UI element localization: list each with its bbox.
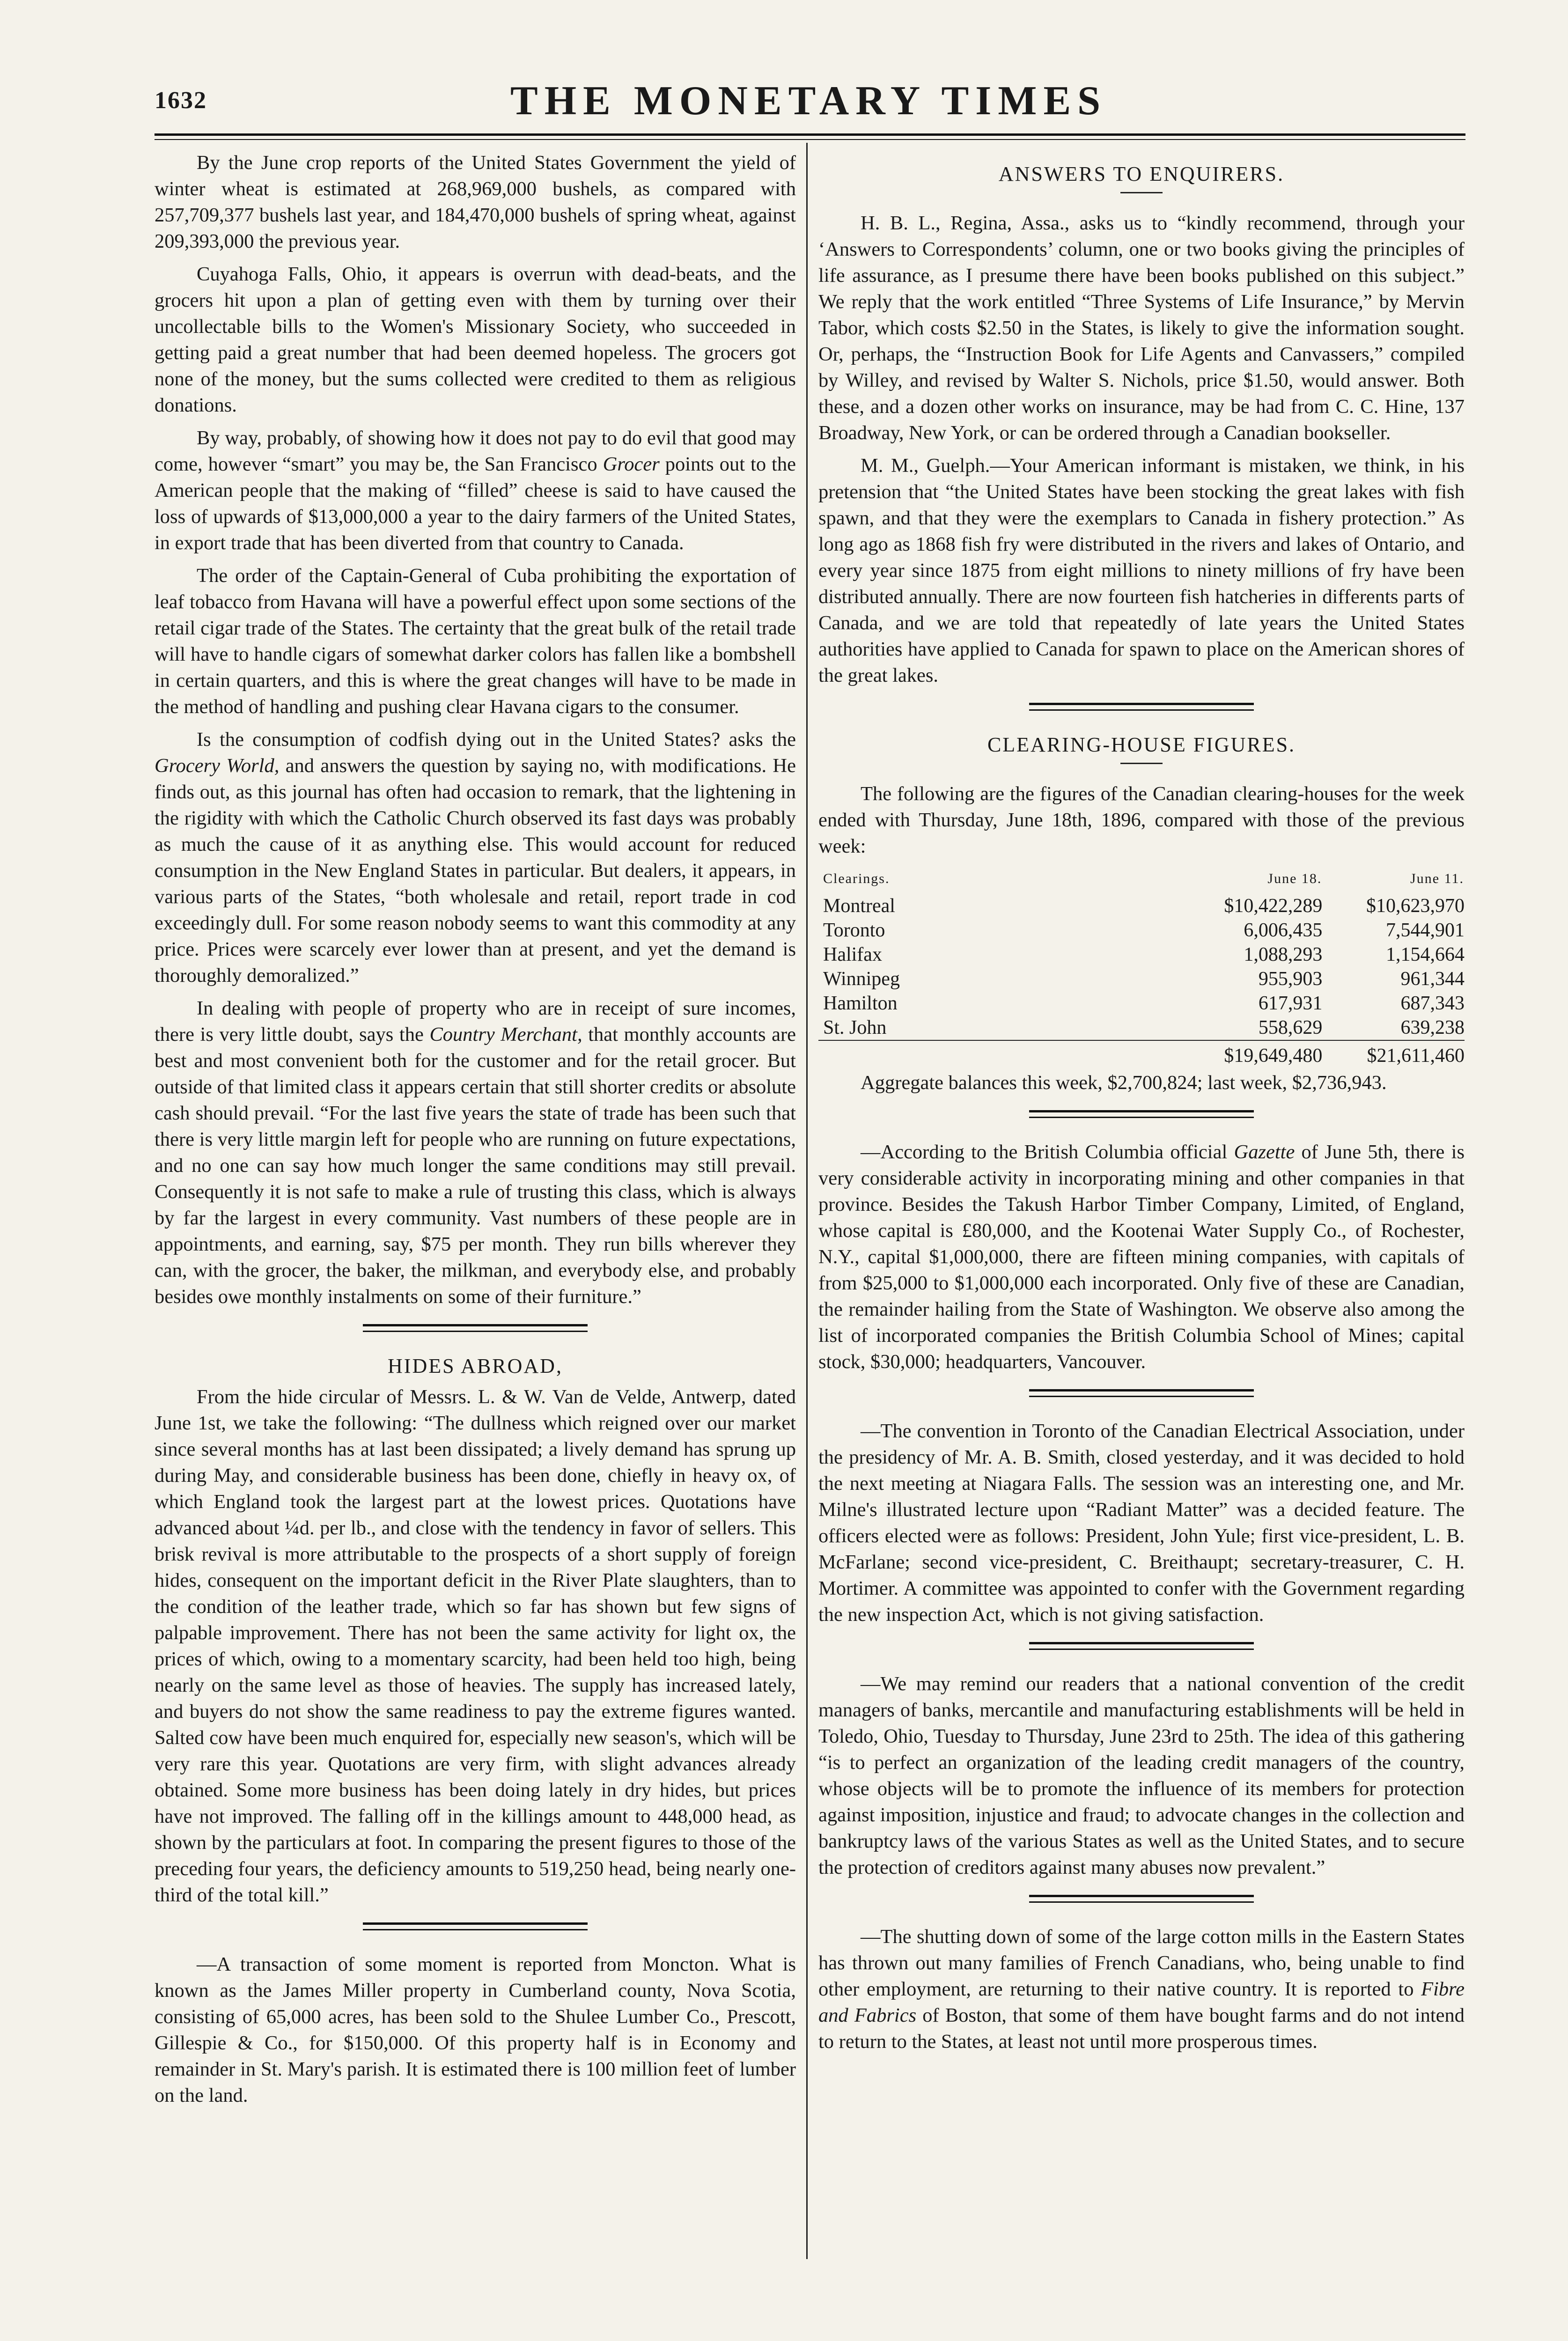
credit-managers-paragraph: —We may remind our readers that a national convention of the credit managers of banks, mercantile and manufacturing establishments will be held in Toledo, Ohio, Tuesday to Thursday, June 23rd to 25th. The idea of this gathering “is to perfect an organization of the leading credit managers of the country, whose objects will be to promote the influence of its members for protection against imposition, injustice and fraud; to advocate changes in the collection and bankruptcy laws of the various States as well as the United States, and to secure the protection of creditors against many abuses now prevalent.” (818, 1673, 1465, 1878)
june-18-column-header: June 18. (1267, 871, 1322, 886)
masthead (155, 77, 1465, 133)
cuyahoga-paragraph: Cuyahoga Falls, Ohio, it appears is overrun with dead-beats, and the grocers hit upon a plan of getting even with them by turning over their uncollectable bills to the Women's Missionary Society, who succeeded in getting paid a great number that had been deemed hopeless. The grocers got none of the money, but the sums collected were credited to them as religious donations. (155, 263, 796, 416)
heading-rule (1120, 763, 1163, 764)
section-divider (1029, 1892, 1254, 1905)
section-divider (1029, 1386, 1254, 1399)
table-total-row: $19,649,480 $21,611,460 (818, 1040, 1465, 1068)
june-11-column-header: June 11. (1410, 871, 1464, 886)
hides-abroad-text: From the hide circular of Messrs. L. & W. Van de Velde, Antwerp, dated June 1st, we take the following: “The dullness which reigned over our market since several months has at last been dissipated; a lively demand has sprung up during May, and considerable business has been done, chiefly in heavy ox, of which England took the largest part at the lowest prices. Quotations have advanced about ¼d. per lb., and close with the tendency in favor of sellers. This brisk revival is more attributable to the prospects of a short supply of foreign hides, consequent on the important deficit in the River Plate slaughters, than to the condition of the leather trade, which so far has shown but few signs of palpable improvement. There has not been the same activity for light ox, the prices of which, owing to a momentary scarcity, had been held too high, being nearly on the same level as those of heavies. The supply has increased lately, and buyers do not show the same readiness to pay the extreme figures wanted. Salted cow have been much enquired for, especially new season's, which will be very rare this year. Quotations are very firm, with slight advances already obtained. Some more business has been doing lately in dry hides, but prices have not improved. The falling off in the killings amount to 448,000 head, as shown by the particulars at foot. In comparing the present figures to those of the preceding four years, the deficiency amounts to 519,250 head, being nearly one-third of the total kill.” (155, 1386, 796, 1906)
cuba-tobacco-paragraph: The order of the Captain-General of Cuba prohibiting the exportation of leaf tobacco from Havana will have a powerful effect upon some sections of the retail cigar trade of the States. The certainty that the great bulk of the retail trade will have to handle cigars of somewhat darker colors has fallen like a bombshell in certain quarters, and this is where the great changes will have to be made in the method of handling and pushing clear Havana cigars to the consumer. (155, 565, 796, 718)
codfish-paragraph: Is the consumption of codfish dying out in the United States? asks the Grocery World, and answers the question by saying no, with modifications. He finds out, as this journal has often had occasion to remark, that the lightening in the rigidity with which the Catholic Church observed its fast days was probably as much the cause of it as anything else. This would account for reduced consumption in the New England States in particular. But dealers, it appears, in various parts of the States, “both wholesale and retail, report trade in cod exceedingly dull. For some reason nobody seems to want this commodity at any price. Prices were scarcely ever lower than at present, and yet the demand is thoroughly demoralized.” (155, 729, 796, 986)
column-divider (806, 143, 808, 2259)
left-column (155, 150, 796, 2115)
section-divider (1029, 1107, 1254, 1120)
hides-abroad-heading: HIDES ABROAD, (388, 1355, 563, 1377)
table-row: Winnipeg 955,903 961,344 (823, 968, 1465, 990)
answers-regina: H. B. L., Regina, Assa., asks us to “kindly recommend, through your ‘Answers to Correspondents’ column, one or two books giving the principles of life assurance, as I presume there have been books published on this subject.” We reply that the work entitled “Three Systems of Life Insurance,” by Mervin Tabor, which costs $2.50 in the States, is likely to give the information sought. Or, perhaps, the “Instruction Book for Life Agents and Canvassers,” compiled by Willey, and revised by Walter S. Nichols, price $1.50, would answer. Both these, and a dozen other works on insurance, may be had from C. C. Hine, 137 Broadway, New York, or can be ordered through a Canadian bookseller. (818, 212, 1465, 444)
heading-rule (1120, 192, 1163, 193)
section-divider (1029, 1639, 1254, 1652)
section-divider (1029, 700, 1254, 713)
masthead-rule-thin (155, 139, 1465, 140)
section-divider (363, 1321, 588, 1334)
section-divider (363, 1920, 588, 1933)
masthead-rule (155, 133, 1465, 136)
newspaper-title: THE MONETARY TIMES (510, 78, 1107, 124)
filled-cheese-paragraph: By way, probably, of showing how it does not pay to do evil that good may come, however “smart” you may be, the San Francisco Grocer points out to the American people that the making of “filled” cheese is said to have caused the loss of upwards of $13,000,000 a year to the dairy farmers of the United States, in export trade that has been diverted from that country to Canada. (155, 427, 796, 554)
answers-heading: ANSWERS TO ENQUIRERS. (998, 162, 1285, 185)
aggregate-balances: Aggregate balances this week, $2,700,824; last week, $2,736,943. (861, 1072, 1387, 1094)
electrical-association-paragraph: —The convention in Toronto of the Canadian Electrical Association, under the presidency of Mr. A. B. Smith, closed yesterday, and it was decided to hold the next meeting at Niagara Falls. The session was an interesting one, and Mr. Milne's illustrated lecture upon “Radiant Matter” was a decided feature. The officers elected were as follows: President, John Yule; first vice-president, L. B. McFarlane; second vice-president, C. Breithaupt; secretary-treasurer, C. H. Mortimer. A committee was appointed to confer with the Government regarding the new inspection Act, which is not giving satisfaction. (818, 1420, 1465, 1626)
table-row: Toronto 6,006,435 7,544,901 (823, 920, 1465, 941)
clearing-house-heading: CLEARING-HOUSE FIGURES. (987, 733, 1296, 756)
credit-incomes-paragraph: In dealing with people of property who are in receipt of sure incomes, there is very little doubt, says the Country Merchant, that monthly accounts are best and most convenient both for the customer and for the retail grocer. But outside of that limited class it appears certain that still shorter credits or absolute cash should prevail. “For the last five years the state of trade has been such that there is very little margin left for people who are running on future expectations, and no one can say how much longer the same conditions may still prevail. Consequently it is not safe to make a rule of trusting this class, which is always by far the largest in every community. Vast numbers of these people are in appointments, and earning, say, $75 per month. They run bills wherever they can, with the grocer, the baker, the milkman, and everybody else, and probably besides owe monthly instalments on some of their furniture.” (155, 997, 796, 1308)
answers-guelph: M. M., Guelph.—Your American informant is mistaken, we think, in his pretension that “the United States have been stocking the great lakes with fish spawn, and that they were the exemplars to Canada in fishery protection.” As long ago as 1868 fish fry were distributed in the rivers and lakes of Ontario, and every year since 1875 from eight millions to ninety millions of fry have been distributed annually. There are now fourteen fish hatcheries in differents parts of Canada, and we are told that repeatedly of late years the United States authorities have applied to Canada for spawn to place on the American shores of the great lakes. (818, 455, 1465, 686)
table-row: St. John 558,629 639,238 (823, 1017, 1465, 1038)
wheat-paragraph: By the June crop reports of the United States Government the yield of winter wheat is estimated at 268,969,000 bushels, as compared with 257,709,377 bushels last year, and 184,470,000 bushels of spring wheat, against 209,393,000 the previous year. (155, 152, 796, 252)
right-column (818, 150, 1465, 2061)
table-row: Montreal $10,422,289 $10,623,970 (823, 895, 1465, 917)
clearings-column-header: Clearings. (823, 871, 890, 886)
cotton-mills-paragraph: —The shutting down of some of the large cotton mills in the Eastern States has thrown out many families of French Canadians, who, being unable to find other employment, are returning to their native country. It is reported to Fibre and Fabrics of Boston, that some of them have bought farms and do not intend to return to the States, at least not until more prosperous times. (818, 1926, 1465, 2053)
table-row: Hamilton 617,931 687,343 (823, 993, 1465, 1014)
page-number: 1632 (155, 87, 207, 114)
clearing-intro: The following are the figures of the Canadian clearing-houses for the week ended with Thursday, June 18th, 1896, compared with those of the previous week: (818, 783, 1465, 857)
clearing-table (818, 866, 1465, 1068)
moncton-paragraph: —A transaction of some moment is reported from Moncton. What is known as the James Miller property in Cumberland county, Nova Scotia, consisting of 65,000 acres, has been sold to the Shulee Lumber Co., Prescott, Gillespie & Co., for $150,000. Of this property half is in Economy and remainder in St. Mary's parish. It is estimated there is 100 million feet of lumber on the land. (155, 1953, 796, 2106)
british-columbia-paragraph: —According to the British Columbia official Gazette of June 5th, there is very considerable activity in incorporating mining and other companies in that province. Besides the Takush Harbor Timber Company, Limited, of England, whose capital is £80,000, and the Kootenai Water Supply Co., of Rochester, N.Y., capital $1,000,000, there are fifteen mining companies, with capitals of from $25,000 to $1,000,000 each incorporated. Only five of these are Canadian, the remainder hailing from the State of Washington. We observe also among the list of incorporated companies the British Columbia School of Mines; capital stock, $30,000; headquarters, Vancouver. (818, 1141, 1465, 1373)
table-row: Halifax 1,088,293 1,154,664 (823, 944, 1465, 965)
